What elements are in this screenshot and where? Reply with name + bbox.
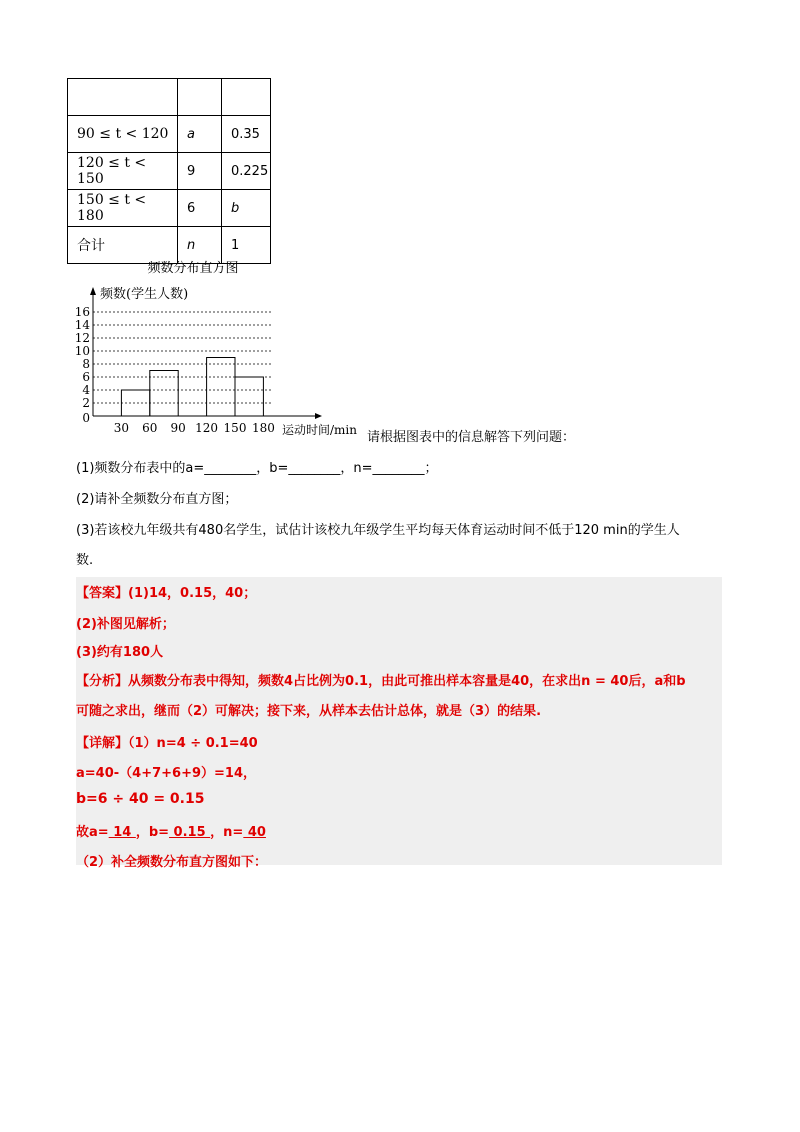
table-cell-range: [68, 79, 178, 116]
y-tick-label: 10: [74, 344, 90, 358]
y-tick-label: 16: [74, 305, 90, 319]
table-cell-range: 150 ≤ t < 180: [68, 190, 178, 227]
analysis-text-2: 可随之求出，继而（2）可解决；接下来，从样本去估计总体，就是（3）的结果.: [76, 704, 542, 719]
table-row: [68, 190, 271, 227]
detail-4-pre: 故a=: [76, 825, 109, 840]
question-intro: 请根据图表中的信息解答下列问题：: [367, 430, 576, 445]
x-tick-label: 150: [223, 421, 247, 435]
table-cell-count: n: [178, 227, 222, 264]
question-3-line1: (3)若该校九年级共有480名学生，试估计该校九年级学生平均每天体育运动时间不低于120 min的学生人: [76, 523, 680, 538]
y-tick-label: 2: [82, 396, 90, 410]
table-cell-range: 合计: [68, 227, 178, 264]
answer-label: 【答案】: [76, 586, 129, 601]
table-cell-freq: [222, 79, 271, 116]
detail-text-1: （1）n=4 ÷ 0.1=40: [128, 736, 258, 751]
table-cell-freq: 0.35: [222, 116, 271, 153]
table-cell-freq: b: [222, 190, 271, 227]
table-cell-freq: 0.225: [222, 153, 271, 190]
chart-title: 频数分布直方图: [147, 261, 239, 276]
frequency-table: [67, 78, 271, 264]
table-cell-count: 9: [178, 153, 222, 190]
answer-2: (2)补图见解析；: [76, 617, 175, 632]
y-tick-label: 0: [82, 411, 90, 425]
table-cell-count: 6: [178, 190, 222, 227]
table-row: [68, 153, 271, 190]
analysis-text-1: 从频数分布表中得知，频数4占比例为0.1，由此可推出样本容量是40，在求出n = 40后，a和b: [128, 674, 686, 689]
detail-text-3: [76, 791, 204, 807]
question-3-line2: 数.: [76, 553, 94, 568]
x-tick-label: 180: [251, 421, 275, 435]
detail-4-n: 40: [243, 825, 266, 840]
x-tick-label: 30: [113, 421, 130, 435]
table-cell-count: a: [178, 116, 222, 153]
detail-text-5: （2）补全频数分布直方图如下：: [76, 855, 268, 870]
x-tick-label: 90: [170, 421, 186, 435]
answer-1: (1)14，0.15，40；: [128, 586, 257, 601]
answer-3: (3)约有180人: [76, 645, 164, 660]
detail-line-1: [76, 732, 258, 751]
analysis-label: 【分析】: [76, 674, 129, 689]
histogram-bar: [207, 358, 235, 417]
analysis-line-1: [76, 670, 686, 689]
y-tick-label: 4: [82, 383, 90, 397]
question-1: (1)频数分布表中的a=________，b=________，n=________；: [76, 461, 438, 476]
y-tick-label: 12: [74, 331, 90, 345]
detail-label: 【详解】: [76, 736, 129, 751]
detail-line-4: [76, 821, 266, 840]
y-tick-label: 8: [82, 357, 90, 371]
question-2: (2)请补全频数分布直方图；: [76, 492, 238, 507]
x-tick-label: 120: [195, 421, 219, 435]
detail-4-mid2: ，n=: [210, 825, 244, 840]
table-row: [68, 116, 271, 153]
table-cell-range: 90 ≤ t < 120: [68, 116, 178, 153]
detail-text-2: a=40-（4+7+6+9）=14，: [76, 766, 256, 781]
y-axis-label: 频数(学生人数): [100, 287, 189, 302]
histogram-chart: [60, 256, 380, 440]
y-tick-label: 14: [74, 318, 90, 332]
answer-line-1: [76, 582, 256, 601]
x-tick-label: 60: [142, 421, 158, 435]
detail-text-3-value: b=6 ÷ 40 = 0.15: [76, 791, 205, 807]
table-row: [68, 79, 271, 116]
detail-4-a: 14: [108, 825, 136, 840]
y-axis-arrow: [90, 287, 96, 295]
histogram-bar: [235, 377, 263, 416]
x-axis-label: 运动时间/min: [282, 423, 357, 437]
table-cell-count: [178, 79, 222, 116]
x-axis-arrow: [315, 413, 322, 419]
detail-4-mid1: ，b=: [135, 825, 170, 840]
table-cell-freq: 1: [222, 227, 271, 264]
table-cell-range: 120 ≤ t < 150: [68, 153, 178, 190]
y-tick-label: 6: [82, 370, 90, 384]
detail-4-b: 0.15: [169, 825, 211, 840]
